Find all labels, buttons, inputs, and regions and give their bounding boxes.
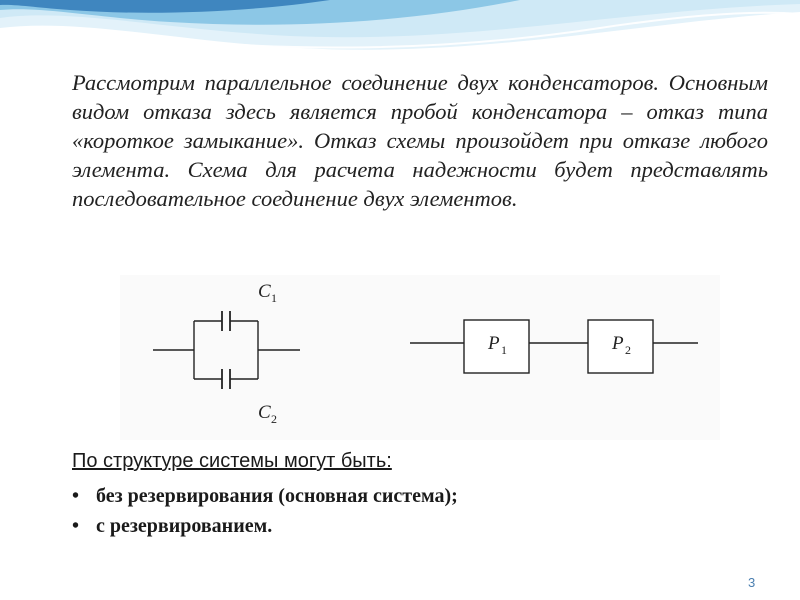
capacitor-c2-letter: C bbox=[258, 402, 271, 423]
option-text: с резервированием. bbox=[96, 515, 273, 537]
option-text: без резервирования (основная система); bbox=[96, 485, 458, 507]
list-item bbox=[72, 511, 458, 541]
block-p1-letter: P bbox=[488, 333, 500, 354]
circuit-diagrams bbox=[120, 275, 720, 440]
bullet-icon: • bbox=[72, 515, 80, 537]
list-item bbox=[72, 481, 458, 511]
block-p2-subscript: 2 bbox=[625, 343, 631, 357]
bullet-icon: • bbox=[72, 485, 80, 507]
slide-paragraph: Рассмотрим параллельное соединение двух конденсаторов. Основным видом отказа здесь является пробой конденсатора – отказ типа «короткое замыкание». Отказ схемы произойдет при отказе любого элемента. Схема для расчета надежности будет представлять последовательное соединение двух элементов. bbox=[72, 70, 768, 211]
capacitor-c2-subscript: 2 bbox=[271, 412, 277, 426]
series-reliability-diagram bbox=[410, 320, 698, 373]
structure-heading: По структуре системы могут быть: bbox=[72, 450, 392, 472]
capacitor-c1-letter: C bbox=[258, 281, 271, 302]
capacitor-c1-subscript: 1 bbox=[271, 291, 277, 305]
block-p1-subscript: 1 bbox=[501, 343, 507, 357]
circuit-diagram-area bbox=[120, 275, 720, 440]
parallel-capacitor-circuit bbox=[153, 311, 300, 389]
structure-options-list bbox=[72, 481, 458, 541]
block-p2-letter: P bbox=[612, 333, 624, 354]
header-wave-decoration bbox=[0, 0, 800, 70]
page-number: 3 bbox=[748, 575, 756, 590]
